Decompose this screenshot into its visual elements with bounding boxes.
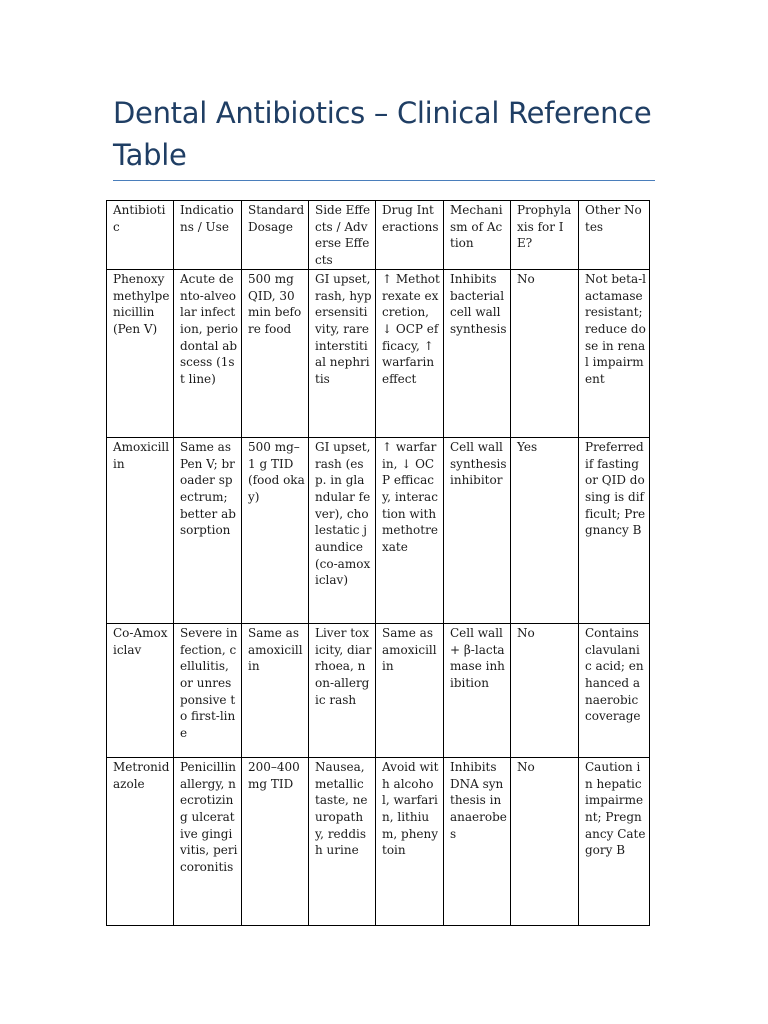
page-title: Dental Antibiotics – Clinical Reference Table (113, 96, 652, 172)
table-row (107, 757, 650, 925)
table-cell: Avoid with alcohol, warfarin, lithium, phenytoin (376, 757, 444, 925)
title-underline (113, 180, 655, 181)
table-cell: No (511, 757, 579, 925)
table-cell: Inhibits DNA synthesis in anaerobes (444, 757, 511, 925)
table-cell: Cell wall + β-lactamase inhibition (444, 623, 511, 757)
table-cell: Severe infection, cellulitis, or unresponsive to first-line (174, 623, 242, 757)
table-cell: 500 mg–1 g TID (food okay) (242, 437, 309, 623)
column-header: Prophylaxis for IE? (511, 201, 579, 270)
table-cell: Preferred if fasting or QID dosing is difficult; Pregnancy B (579, 437, 650, 623)
table-cell: Contains clavulanic acid; enhanced anaerobic coverage (579, 623, 650, 757)
table-cell: No (511, 269, 579, 437)
column-header: Side Effects / Adverse Effects (309, 201, 376, 270)
table-cell: Co-Amoxiclav (107, 623, 174, 757)
table-cell: Metronidazole (107, 757, 174, 925)
table-cell: Penicillin allergy, necrotizing ulcerative gingivitis, pericoronitis (174, 757, 242, 925)
table-cell: 500 mg QID, 30 min before food (242, 269, 309, 437)
table-cell: Same as amoxicillin (242, 623, 309, 757)
table-cell: Cell wall synthesis inhibitor (444, 437, 511, 623)
table-cell: Amoxicillin (107, 437, 174, 623)
table-cell: Not beta-lactamase resistant; reduce dose in renal impairment (579, 269, 650, 437)
column-header: Other Notes (579, 201, 650, 270)
table-row (107, 437, 650, 623)
column-header: Mechanism of Action (444, 201, 511, 270)
antibiotics-table (106, 200, 650, 926)
table-cell: Same as Pen V; broader spectrum; better absorption (174, 437, 242, 623)
table-header-row (107, 201, 650, 270)
table-cell: Yes (511, 437, 579, 623)
table-cell: 200–400 mg TID (242, 757, 309, 925)
table-cell: Inhibits bacterial cell wall synthesis (444, 269, 511, 437)
column-header: Indications / Use (174, 201, 242, 270)
table-cell: GI upset, rash (esp. in glandular fever), cholestatic jaundice (co-amoxiclav) (309, 437, 376, 623)
table-cell: No (511, 623, 579, 757)
column-header: Antibiotic (107, 201, 174, 270)
table-cell: Liver toxicity, diarrhoea, non-allergic rash (309, 623, 376, 757)
column-header: Drug Interactions (376, 201, 444, 270)
table-cell: Same as amoxicillin (376, 623, 444, 757)
table-cell: Nausea, metallic taste, neuropathy, reddish urine (309, 757, 376, 925)
table-cell: Caution in hepatic impairment; Pregnancy Category B (579, 757, 650, 925)
table-cell: Phenoxymethylpenicillin (Pen V) (107, 269, 174, 437)
table-row (107, 623, 650, 757)
table-cell: ↑ Methotrexate excretion, ↓ OCP efficacy, ↑ warfarin effect (376, 269, 444, 437)
column-header: Standard Dosage (242, 201, 309, 270)
table-cell: GI upset, rash, hypersensitivity, rare interstitial nephritis (309, 269, 376, 437)
table-cell: ↑ warfarin, ↓ OCP efficacy, interaction with methotrexate (376, 437, 444, 623)
table-row (107, 269, 650, 437)
table-cell: Acute dento-alveolar infection, periodontal abscess (1st line) (174, 269, 242, 437)
